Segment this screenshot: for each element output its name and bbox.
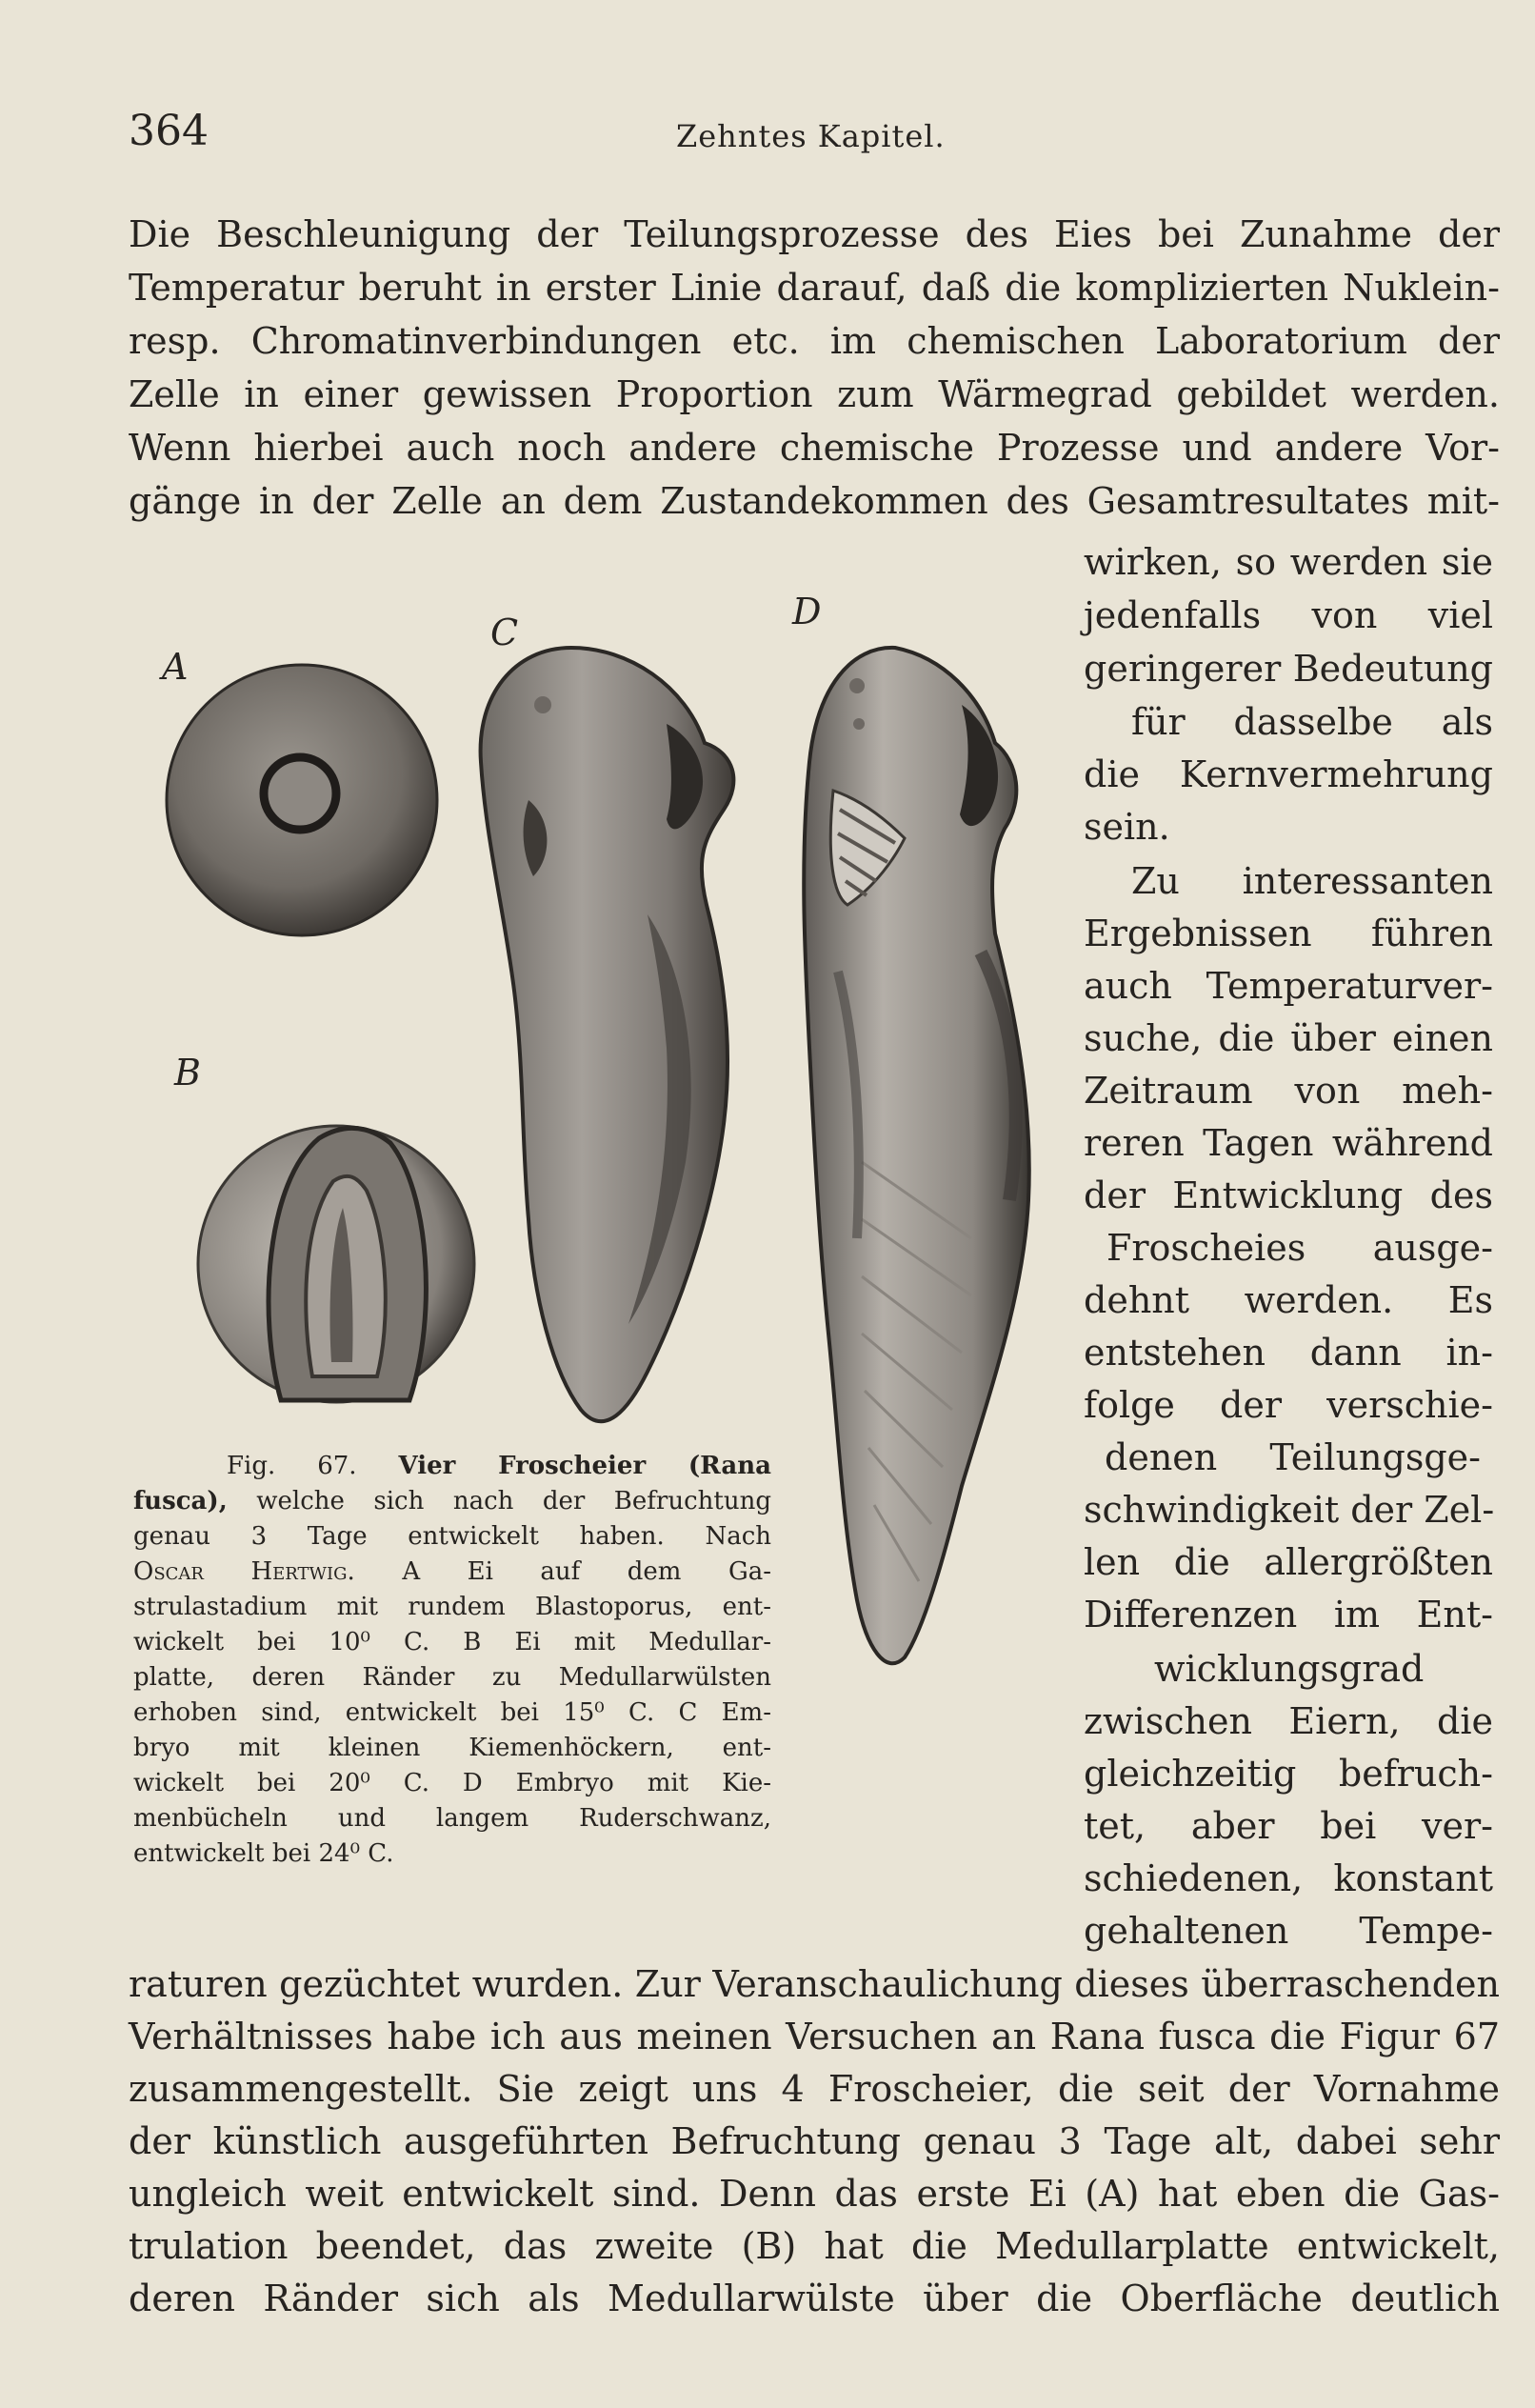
figure-caption-line bbox=[227, 1449, 771, 1484]
body-line: zusammengestellt. Sie zeigt uns 4 Froscheier, die seit der Vornahme bbox=[129, 2068, 1500, 2110]
column-line: denen Teilungsge- bbox=[1105, 1436, 1481, 1478]
embryo-d-drawing bbox=[804, 648, 1029, 1663]
column-line: schwindigkeit der Zel- bbox=[1084, 1489, 1495, 1531]
page-number: 364 bbox=[129, 107, 209, 155]
figure-caption-line: strulastadium mit rundem Blastoporus, ent- bbox=[133, 1593, 771, 1621]
column-line: Differenzen im Ent- bbox=[1084, 1594, 1493, 1635]
body-line: raturen gezüchtet wurden. Zur Veranschaulichung dieses überraschenden bbox=[129, 1963, 1500, 2005]
figure-title-cont: fusca), bbox=[133, 1487, 228, 1515]
figure-label-a: A bbox=[162, 646, 189, 688]
column-line: suche, die über einen bbox=[1084, 1017, 1493, 1059]
body-line: Verhältnisses habe ich aus meinen Versuchen an Rana fusca die Figur 67 bbox=[129, 2016, 1500, 2057]
body-line: Temperatur beruht in erster Linie darauf, daß die komplizierten Nuklein- bbox=[129, 267, 1500, 309]
column-line: zwischen Eiern, die bbox=[1084, 1700, 1493, 1742]
figure-caption-line: wickelt bei 10⁰ C. B Ei mit Medullar- bbox=[133, 1628, 771, 1656]
column-line: sein. bbox=[1084, 806, 1170, 848]
body-line: trulation beendet, das zweite (B) hat die Medullarplatte entwickelt, bbox=[129, 2225, 1500, 2267]
column-line: der Entwicklung des bbox=[1084, 1174, 1493, 1216]
column-line: entstehen dann in- bbox=[1084, 1332, 1493, 1374]
column-line: Zeitraum von meh- bbox=[1084, 1070, 1493, 1112]
figure-caption-line: erhoben sind, entwickelt bei 15⁰ C. C Em- bbox=[133, 1698, 771, 1727]
column-line: schiedenen, konstant bbox=[1084, 1857, 1493, 1899]
body-line: Wenn hierbei auch noch andere chemische Prozesse und andere Vor- bbox=[129, 427, 1500, 469]
column-line: reren Tagen während bbox=[1084, 1122, 1493, 1164]
column-line: wicklungsgrad bbox=[1154, 1648, 1425, 1690]
figure-label-b: B bbox=[174, 1052, 201, 1094]
figure-label-d: D bbox=[792, 591, 822, 632]
column-line: tet, aber bei ver- bbox=[1084, 1805, 1493, 1847]
body-line: deren Ränder sich als Medullarwülste über die Oberfläche deutlich bbox=[129, 2278, 1500, 2319]
figure-caption-line: platte, deren Ränder zu Medullarwülsten bbox=[133, 1663, 771, 1692]
figure-caption-line: Oscar Hertwig. A Ei auf dem Ga- bbox=[133, 1557, 772, 1586]
column-line: jedenfalls von viel bbox=[1084, 594, 1493, 636]
egg-b-drawing bbox=[198, 1126, 474, 1402]
column-line: gleichzeitig befruch- bbox=[1084, 1753, 1493, 1795]
column-line: gehaltenen Tempe- bbox=[1084, 1910, 1493, 1952]
column-line: die Kernvermehrung bbox=[1084, 753, 1493, 795]
figure-caption-line: entwickelt bei 24⁰ C. bbox=[133, 1839, 394, 1868]
figure-number: Fig. 67. bbox=[227, 1452, 357, 1480]
body-line: resp. Chromatinverbindungen etc. im chemischen Laboratorium der bbox=[129, 320, 1500, 362]
figure-caption-line: genau 3 Tage entwickelt haben. Nach bbox=[133, 1522, 771, 1551]
column-line: Zu interessanten bbox=[1131, 860, 1493, 902]
figure-author: Oscar Hertwig. bbox=[133, 1557, 355, 1586]
figure-caption-line: menbücheln und langem Ruderschwanz, bbox=[133, 1804, 771, 1833]
column-line: Froscheies ausge- bbox=[1106, 1227, 1493, 1269]
figure-caption-line: bryo mit kleinen Kiemenhöckern, ent- bbox=[133, 1734, 771, 1762]
egg-a-drawing bbox=[167, 665, 437, 935]
body-line: gänge in der Zelle an dem Zustandekommen des Gesamtresultates mit- bbox=[129, 480, 1500, 522]
column-line: dehnt werden. Es bbox=[1084, 1279, 1493, 1321]
body-line: Zelle in einer gewissen Proportion zum Wärmegrad gebildet werden. bbox=[129, 373, 1500, 415]
body-line: ungleich weit entwickelt sind. Denn das erste Ei (A) hat eben die Gas- bbox=[129, 2173, 1500, 2215]
figure-title: Vier Froscheier (Rana bbox=[398, 1452, 771, 1480]
body-line: der künstlich ausgeführten Befruchtung genau 3 Tage alt, dabei sehr bbox=[129, 2120, 1500, 2162]
body-line: Die Beschleunigung der Teilungsprozesse des Eies bei Zunahme der bbox=[129, 213, 1500, 255]
column-line: folge der verschie- bbox=[1084, 1384, 1493, 1426]
column-line: für dasselbe als bbox=[1131, 701, 1493, 743]
embryo-c-drawing bbox=[481, 648, 734, 1421]
figure-label-c: C bbox=[490, 612, 519, 653]
column-line: geringerer Bedeutung bbox=[1084, 648, 1493, 690]
column-line: Ergebnissen führen bbox=[1084, 913, 1493, 954]
figure-caption-line: wickelt bei 20⁰ C. D Embryo mit Kie- bbox=[133, 1769, 771, 1797]
running-head: Zehntes Kapitel. bbox=[676, 118, 946, 154]
figure-caption-line: fusca), welche sich nach der Befruchtung bbox=[133, 1487, 771, 1515]
column-line: auch Temperaturver- bbox=[1084, 965, 1493, 1007]
column-line: len die allergrößten bbox=[1084, 1541, 1493, 1583]
column-line: wirken, so werden sie bbox=[1084, 541, 1493, 583]
